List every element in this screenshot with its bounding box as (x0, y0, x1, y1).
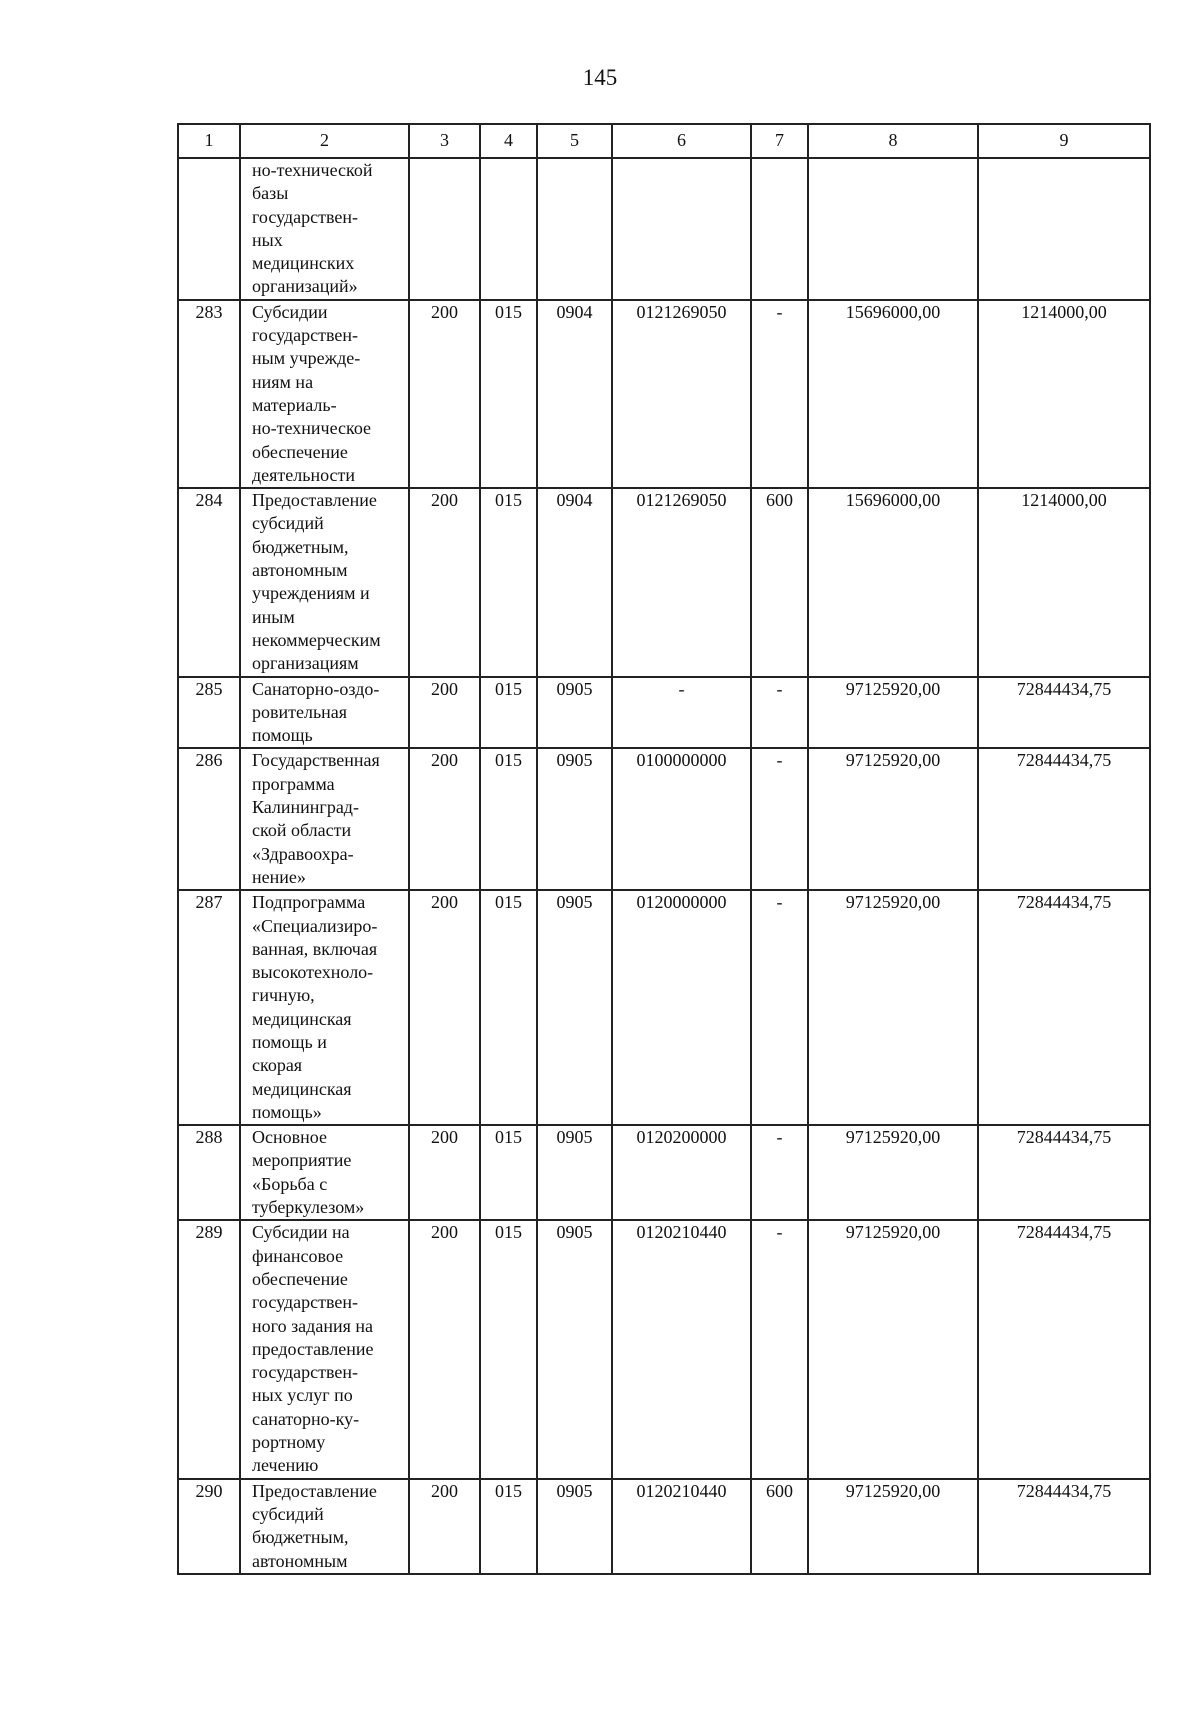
row-col-7: 600 (751, 488, 808, 676)
header-col-8: 8 (808, 124, 978, 158)
row-col-7: - (751, 748, 808, 890)
row-name: Государственная программа Калининград- ской области «Здравоохра- нение» (240, 748, 409, 890)
row-col-5: 0905 (537, 677, 612, 749)
header-col-2: 2 (240, 124, 409, 158)
row-col-8: 97125920,00 (808, 1220, 978, 1478)
row-name: но-технической базы государствен- ных медицинских организаций» (240, 158, 409, 300)
row-number: 286 (178, 748, 240, 890)
row-col-6 (612, 158, 751, 300)
row-col-3: 200 (409, 300, 480, 488)
row-col-5: 0905 (537, 748, 612, 890)
row-col-3: 200 (409, 1125, 480, 1220)
row-col-5 (537, 158, 612, 300)
row-col-4 (480, 158, 537, 300)
row-name: Предоставление субсидий бюджетным, автономным (240, 1479, 409, 1574)
row-col-8: 97125920,00 (808, 748, 978, 890)
row-col-6: 0100000000 (612, 748, 751, 890)
table-row (178, 1125, 1150, 1220)
row-col-6: 0121269050 (612, 488, 751, 676)
row-col-3: 200 (409, 748, 480, 890)
budget-table (177, 123, 1151, 1575)
row-col-9: 72844434,75 (978, 1125, 1150, 1220)
row-name: Санаторно-оздо- ровительная помощь (240, 677, 409, 749)
row-col-5: 0904 (537, 488, 612, 676)
table-row (178, 158, 1150, 300)
table-row (178, 488, 1150, 676)
row-col-7: - (751, 677, 808, 749)
row-name: Основное мероприятие «Борьба с туберкулезом» (240, 1125, 409, 1220)
row-col-9 (978, 158, 1150, 300)
row-col-7: 600 (751, 1479, 808, 1574)
row-col-4: 015 (480, 488, 537, 676)
row-col-6: 0120200000 (612, 1125, 751, 1220)
row-col-7: - (751, 890, 808, 1125)
row-col-3: 200 (409, 890, 480, 1125)
row-col-8: 15696000,00 (808, 488, 978, 676)
header-col-1: 1 (178, 124, 240, 158)
row-col-8 (808, 158, 978, 300)
row-col-3 (409, 158, 480, 300)
row-col-9: 1214000,00 (978, 488, 1150, 676)
row-col-4: 015 (480, 1220, 537, 1478)
header-col-9: 9 (978, 124, 1150, 158)
row-name: Подпрограмма «Специализиро- ванная, включая высокотехноло- гичную, медицинская помощь и скорая медицинская помощь» (240, 890, 409, 1125)
row-col-4: 015 (480, 1125, 537, 1220)
row-col-4: 015 (480, 1479, 537, 1574)
row-name: Предоставление субсидий бюджетным, автономным учреждениям и иным некоммерческим организациям (240, 488, 409, 676)
row-col-9: 72844434,75 (978, 677, 1150, 749)
header-col-3: 3 (409, 124, 480, 158)
table-row (178, 1479, 1150, 1574)
table-body (178, 158, 1150, 1574)
row-col-9: 72844434,75 (978, 890, 1150, 1125)
row-col-9: 1214000,00 (978, 300, 1150, 488)
row-col-4: 015 (480, 748, 537, 890)
row-col-6: 0120000000 (612, 890, 751, 1125)
page-number: 145 (582, 65, 618, 90)
row-col-3: 200 (409, 677, 480, 749)
row-col-5: 0905 (537, 1125, 612, 1220)
row-col-5: 0904 (537, 300, 612, 488)
header-col-5: 5 (537, 124, 612, 158)
row-number: 287 (178, 890, 240, 1125)
row-col-9: 72844434,75 (978, 748, 1150, 890)
row-col-7: - (751, 300, 808, 488)
row-col-5: 0905 (537, 1220, 612, 1478)
row-col-4: 015 (480, 300, 537, 488)
table-header (178, 124, 1150, 158)
row-col-8: 97125920,00 (808, 677, 978, 749)
row-col-4: 015 (480, 890, 537, 1125)
row-col-7: - (751, 1220, 808, 1478)
header-col-6: 6 (612, 124, 751, 158)
row-col-6: - (612, 677, 751, 749)
row-col-4: 015 (480, 677, 537, 749)
header-row (178, 124, 1150, 158)
row-number: 284 (178, 488, 240, 676)
row-col-7: - (751, 1125, 808, 1220)
row-number: 290 (178, 1479, 240, 1574)
row-col-6: 0120210440 (612, 1479, 751, 1574)
row-name: Субсидии государствен- ным учрежде- ниям на материаль- но-техническое обеспечение деятельности (240, 300, 409, 488)
row-col-8: 97125920,00 (808, 1125, 978, 1220)
row-number: 283 (178, 300, 240, 488)
row-col-3: 200 (409, 1220, 480, 1478)
row-number: 289 (178, 1220, 240, 1478)
row-col-9: 72844434,75 (978, 1220, 1150, 1478)
table-row (178, 748, 1150, 890)
row-col-3: 200 (409, 488, 480, 676)
header-col-4: 4 (480, 124, 537, 158)
row-name: Субсидии на финансовое обеспечение государствен- ного задания на предоставление государствен- ных услуг по санаторно-ку- рортному лечению (240, 1220, 409, 1478)
header-col-7: 7 (751, 124, 808, 158)
table-row (178, 677, 1150, 749)
table-row (178, 1220, 1150, 1478)
table-row (178, 300, 1150, 488)
row-col-5: 0905 (537, 890, 612, 1125)
row-col-7 (751, 158, 808, 300)
row-col-8: 97125920,00 (808, 890, 978, 1125)
row-number: 288 (178, 1125, 240, 1220)
row-col-8: 97125920,00 (808, 1479, 978, 1574)
row-col-6: 0121269050 (612, 300, 751, 488)
row-number: 285 (178, 677, 240, 749)
row-col-8: 15696000,00 (808, 300, 978, 488)
row-col-6: 0120210440 (612, 1220, 751, 1478)
table-row (178, 890, 1150, 1125)
row-col-9: 72844434,75 (978, 1479, 1150, 1574)
row-col-3: 200 (409, 1479, 480, 1574)
row-col-5: 0905 (537, 1479, 612, 1574)
row-number (178, 158, 240, 300)
